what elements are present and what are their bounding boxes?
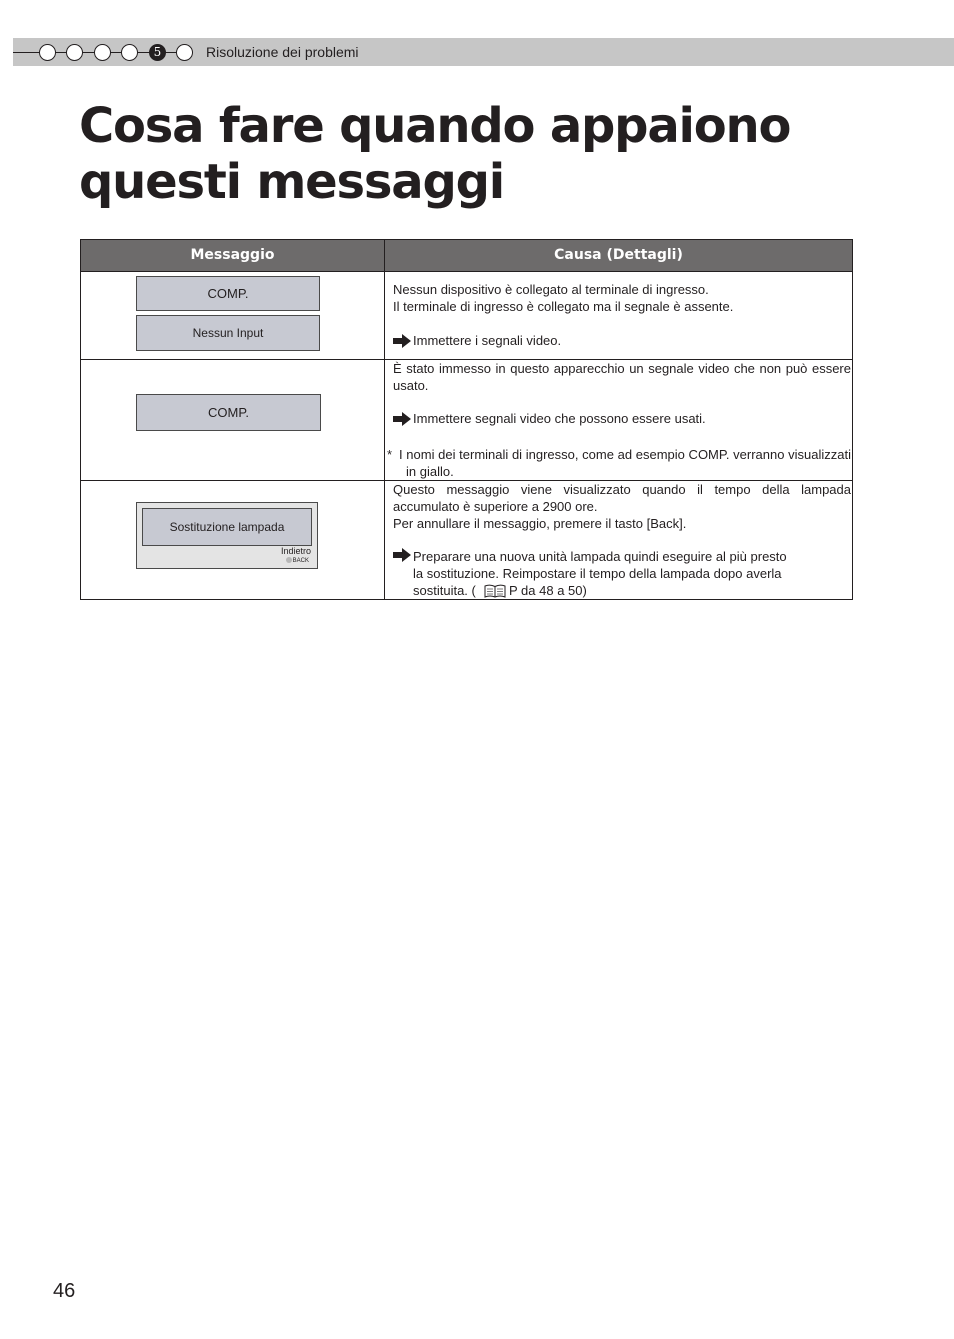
- column-header-cause: Causa (Dettagli): [385, 240, 852, 271]
- osd-lamp-dialog: [136, 502, 318, 569]
- osd-input-label: COMP.: [136, 394, 321, 431]
- row3-page-reference: P da 48 a 50): [509, 583, 587, 598]
- step-circle-2: [66, 44, 83, 61]
- messages-table: [80, 239, 853, 600]
- row2-cause: È stato immesso in questo apparecchio un segnale video che non può essere usato.: [393, 361, 851, 393]
- column-divider: [384, 240, 385, 599]
- step-circle-active: 5: [149, 44, 166, 61]
- osd-back-label: Indietro: [280, 546, 311, 556]
- step-circle-6: [176, 44, 193, 61]
- arrow-right-icon: [393, 548, 411, 562]
- book-reference-icon: [484, 584, 506, 598]
- row1-cause-line1: Nessun dispositivo è collegato al terminale di ingresso.: [393, 282, 709, 297]
- step-circle-4: [121, 44, 138, 61]
- arrow-right-icon: [393, 412, 411, 426]
- row3-cause: Questo messaggio viene visualizzato quando il tempo della lampada accumulato è superiore a 2900 ore.: [393, 482, 851, 514]
- arrow-right-icon: [393, 334, 411, 348]
- osd-input-label: COMP.: [136, 276, 320, 311]
- row2-note: I nomi dei terminali di ingresso, come ad esempio COMP. verranno visualizzati in giallo.: [399, 447, 851, 479]
- row3-remedy-line2: la sostituzione. Reimpostare il tempo della lampada dopo averla: [413, 566, 782, 581]
- step-circle-3: [94, 44, 111, 61]
- row3-remedy-line1: Preparare una nuova unità lampada quindi eseguire al più presto: [413, 549, 787, 564]
- row1-remedy: Immettere i segnali video.: [413, 333, 562, 348]
- back-button-icon: [286, 557, 292, 563]
- page-number: 46: [53, 1280, 76, 1302]
- row3-remedy-line3: sostituita. (: [413, 583, 476, 598]
- page-title: Cosa fare quando appaiono questi messaggi: [79, 98, 791, 210]
- column-header-message: Messaggio: [81, 240, 384, 271]
- row2-remedy: Immettere segnali video che possono essere usati.: [413, 411, 706, 426]
- section-title: Risoluzione dei problemi: [206, 44, 359, 60]
- header-divider: [81, 271, 852, 272]
- osd-no-input: Nessun Input: [136, 315, 320, 351]
- osd-lamp-message: Sostituzione lampada: [142, 508, 312, 546]
- step-circle-1: [39, 44, 56, 61]
- row1-cause-line2: Il terminale di ingresso è collegato ma il segnale è assente.: [393, 299, 734, 314]
- row3-cause-2: Per annullare il messaggio, premere il tasto [Back].: [393, 516, 687, 531]
- osd-back-key: BACK: [286, 557, 309, 565]
- footnote-asterisk: *: [387, 447, 393, 462]
